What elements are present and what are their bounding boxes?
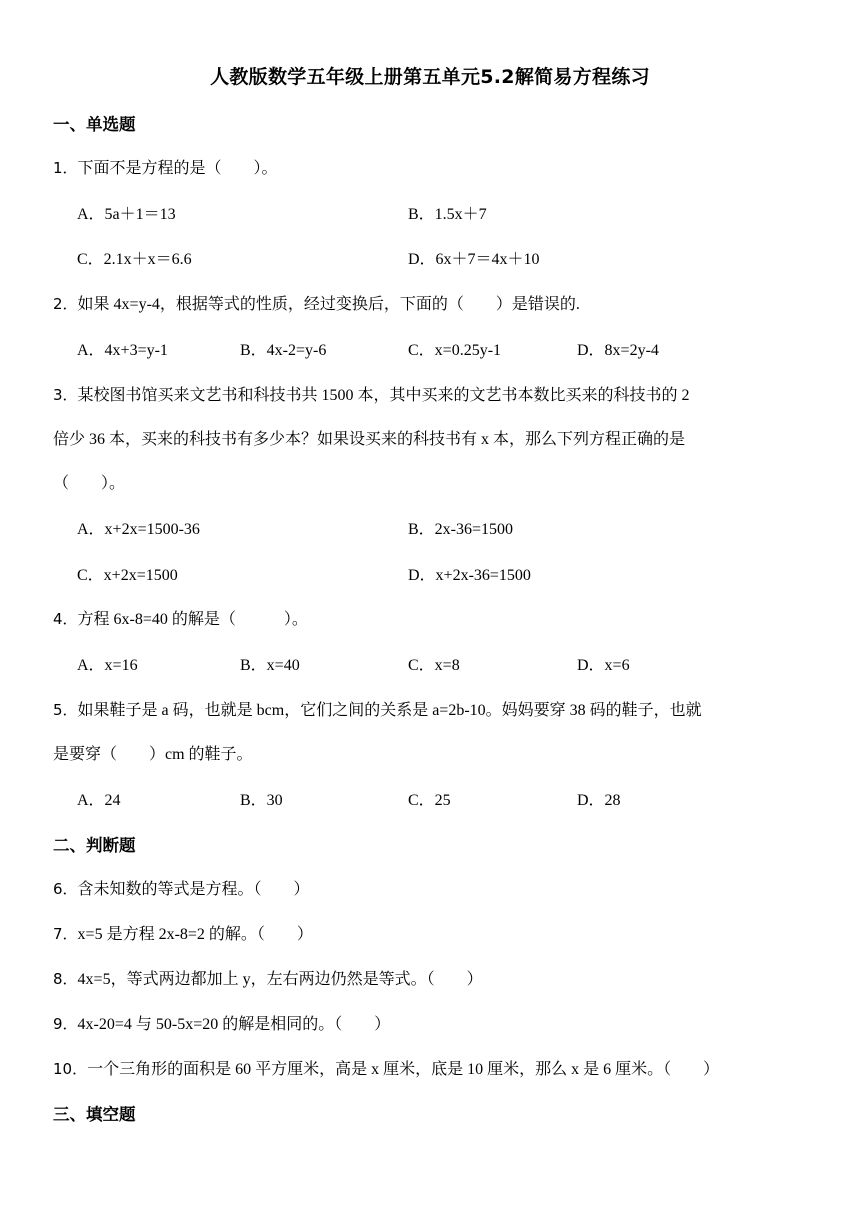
section-heading-true-false: 二、判断题 xyxy=(53,836,136,855)
question-number: 2． xyxy=(53,295,78,313)
question-text: 如果 4x=y-4，根据等式的性质，经过变换后，下面的（ ）是错误的. xyxy=(77,296,580,313)
option-d: D．8x=2y-4 xyxy=(577,342,659,359)
question-3-line-2: 倍少 36 本，买来的科技书有多少本？如果设买来的科技书有 x 本，那么下列方程正确的是 xyxy=(53,431,686,448)
question-3-line-3: （ ）。 xyxy=(53,475,126,492)
question-1 xyxy=(53,155,278,178)
question-number: 9． xyxy=(53,1015,78,1033)
question-3 xyxy=(53,382,690,405)
option-a: A．4x+3=y-1 xyxy=(77,342,168,359)
question-number: 5． xyxy=(53,701,78,719)
question-number: 4． xyxy=(53,610,78,628)
option-c: C．x+2x=1500 xyxy=(77,567,178,584)
question-number: 3． xyxy=(53,386,78,404)
question-2 xyxy=(53,291,580,314)
question-number: 6． xyxy=(53,880,78,898)
question-7 xyxy=(53,921,313,944)
question-text: 下面不是方程的是（ ）。 xyxy=(77,160,278,177)
option-b: B．1.5x＋7 xyxy=(408,206,487,223)
question-text: 4x-20=4 与 50-5x=20 的解是相同的。（ ） xyxy=(77,1016,391,1033)
option-d: D．6x＋7＝4x＋10 xyxy=(408,251,540,268)
question-text: 方程 6x-8=40 的解是（ ）。 xyxy=(77,611,308,628)
question-number: 8． xyxy=(53,970,78,988)
question-text: x=5 是方程 2x-8=2 的解。（ ） xyxy=(77,926,313,943)
question-5 xyxy=(53,697,702,720)
question-5-line-2: 是要穿（ ）cm 的鞋子。 xyxy=(53,746,253,763)
option-c: C．2.1x＋x＝6.6 xyxy=(77,251,192,268)
option-a: A．x+2x=1500-36 xyxy=(77,521,200,538)
document-title: 人教版数学五年级上册第五单元5.2解简易方程练习 xyxy=(210,66,650,88)
option-b: B．x=40 xyxy=(240,657,300,674)
option-d: D．x+2x-36=1500 xyxy=(408,567,531,584)
question-4 xyxy=(53,606,308,629)
option-b: B．30 xyxy=(240,792,283,809)
question-text: 一个三角形的面积是 60 平方厘米，高是 x 厘米，底是 10 厘米，那么 x 是 6 厘米。（ ） xyxy=(87,1061,720,1078)
section-heading-fill-blank: 三、填空题 xyxy=(53,1105,136,1124)
option-c: C．x=8 xyxy=(408,657,460,674)
question-text: 含未知数的等式是方程。（ ） xyxy=(77,881,310,898)
option-d: D．x=6 xyxy=(577,657,630,674)
option-c: C．x=0.25y-1 xyxy=(408,342,502,359)
question-number: 7． xyxy=(53,925,78,943)
question-8 xyxy=(53,966,483,989)
question-number: 1． xyxy=(53,159,78,177)
option-d: D．28 xyxy=(577,792,621,809)
question-6 xyxy=(53,876,310,899)
section-heading-single-choice: 一、单选题 xyxy=(53,115,136,134)
question-10 xyxy=(53,1056,719,1079)
option-b: B．2x-36=1500 xyxy=(408,521,514,538)
question-number: 10． xyxy=(53,1060,88,1078)
option-a: A．24 xyxy=(77,792,121,809)
option-a: A．5a＋1＝13 xyxy=(77,206,176,223)
option-a: A．x=16 xyxy=(77,657,138,674)
question-9 xyxy=(53,1011,390,1034)
question-text: 4x=5，等式两边都加上 y，左右两边仍然是等式。（ ） xyxy=(77,971,483,988)
question-text-line-1: 某校图书馆买来文艺书和科技书共 1500 本，其中买来的文艺书本数比买来的科技书的 2 xyxy=(77,387,690,404)
option-c: C．25 xyxy=(408,792,451,809)
option-b: B．4x-2=y-6 xyxy=(240,342,327,359)
question-text-line-1: 如果鞋子是 a 码，也就是 bcm，它们之间的关系是 a=2b-10。妈妈要穿 38 码的鞋子，也就 xyxy=(77,702,702,719)
